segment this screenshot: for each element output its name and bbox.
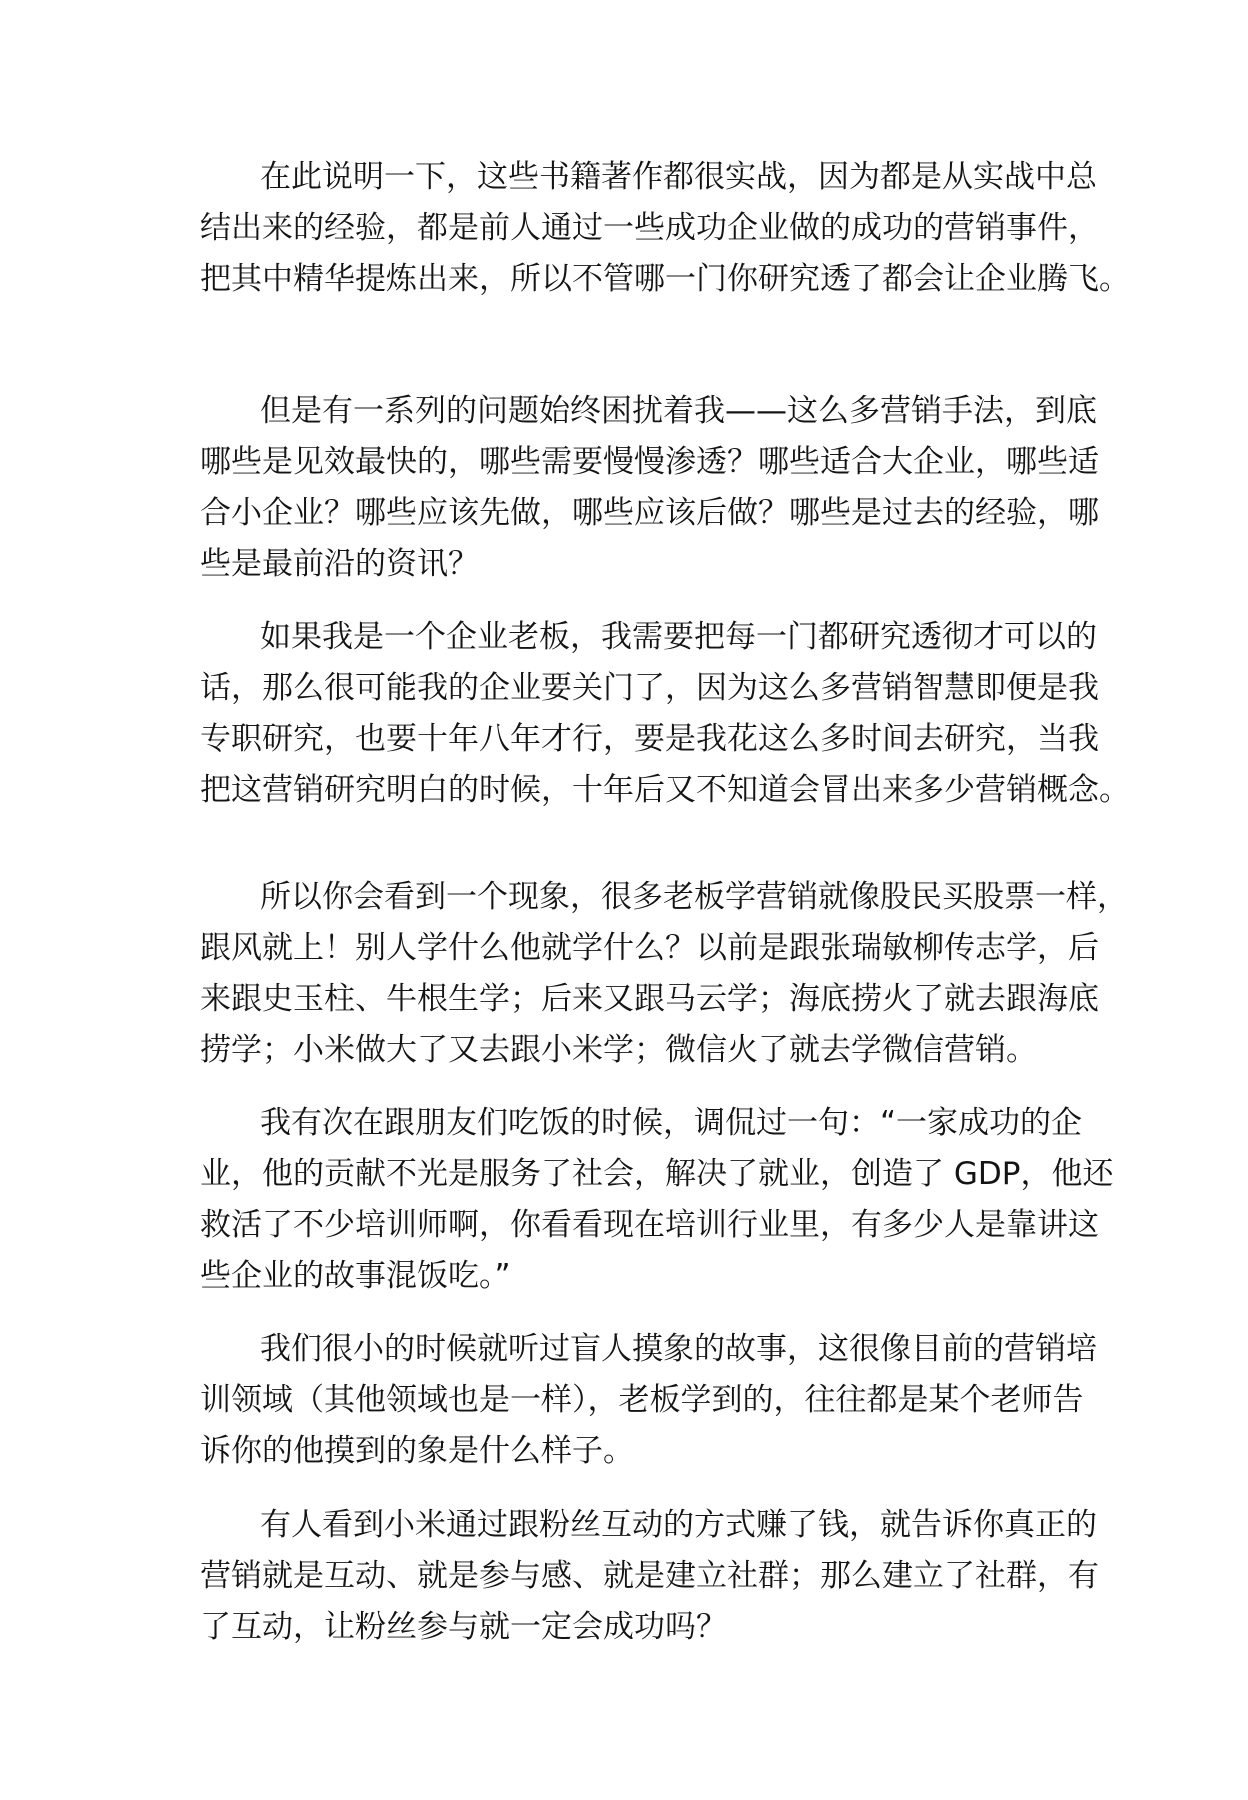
text-line: 捞学；小米做大了又去跟小米学；微信火了就去学微信营销。 <box>200 1032 1037 1068</box>
paragraph-2 <box>200 386 1099 590</box>
text-line: 了互动，让粉丝参与就一定会成功吗？ <box>200 1609 727 1645</box>
text-line: 把其中精华提炼出来，所以不管哪一门你研究透了都会让企业腾飞。 <box>200 261 1130 297</box>
text-line: 专职研究，也要十年八年才行，要是我花这么多时间去研究，当我 <box>200 721 1099 757</box>
text-line: 在此说明一下，这些书籍著作都很实战，因为都是从实战中总 <box>260 159 1097 195</box>
text-line: 我们很小的时候就听过盲人摸象的故事，这很像目前的营销培 <box>260 1331 1097 1367</box>
text-line: 些是最前沿的资讯？ <box>200 546 479 582</box>
paragraph-3 <box>200 612 1130 816</box>
text-line: 但是有一系列的问题始终困扰着我——这么多营销手法，到底 <box>260 393 1097 429</box>
text-line: 有人看到小米通过跟粉丝互动的方式赚了钱，就告诉你真正的 <box>260 1507 1097 1543</box>
paragraph-6 <box>200 1324 1097 1477</box>
text-line: 如果我是一个企业老板，我需要把每一门都研究透彻才可以的 <box>260 619 1097 655</box>
text-line: 哪些是见效最快的，哪些需要慢慢渗透？哪些适合大企业，哪些适 <box>200 444 1099 480</box>
text-line: 跟风就上！别人学什么他就学什么？以前是跟张瑞敏柳传志学，后 <box>200 930 1099 966</box>
paragraph-1 <box>200 152 1130 305</box>
text-line: 诉你的他摸到的象是什么样子。 <box>200 1433 634 1469</box>
paragraph-7 <box>200 1500 1099 1653</box>
paragraph-5 <box>200 1098 1114 1302</box>
text-line: 所以你会看到一个现象，很多老板学营销就像股民买股票一样， <box>260 879 1128 915</box>
text-line: 合小企业？哪些应该先做，哪些应该后做？哪些是过去的经验，哪 <box>200 495 1099 531</box>
text-line: 把这营销研究明白的时候，十年后又不知道会冒出来多少营销概念。 <box>200 772 1130 808</box>
text-line: 训领域（其他领域也是一样），老板学到的，往往都是某个老师告 <box>200 1382 1084 1418</box>
text-line: 营销就是互动、就是参与感、就是建立社群；那么建立了社群，有 <box>200 1558 1099 1594</box>
text-line: 救活了不少培训师啊，你看看现在培训行业里，有多少人是靠讲这 <box>200 1207 1099 1243</box>
text-line: 结出来的经验，都是前人通过一些成功企业做的成功的营销事件， <box>200 210 1099 246</box>
paragraph-4 <box>200 872 1128 1076</box>
text-line: 我有次在跟朋友们吃饭的时候，调侃过一句：“一家成功的企 <box>260 1105 1083 1141</box>
text-line: 些企业的故事混饭吃。” <box>200 1258 511 1294</box>
text-line: 话，那么很可能我的企业要关门了，因为这么多营销智慧即便是我 <box>200 670 1099 706</box>
text-line: 来跟史玉柱、牛根生学；后来又跟马云学；海底捞火了就去跟海底 <box>200 981 1099 1017</box>
text-line: 业，他的贡献不光是服务了社会，解决了就业，创造了 GDP，他还 <box>200 1156 1114 1192</box>
